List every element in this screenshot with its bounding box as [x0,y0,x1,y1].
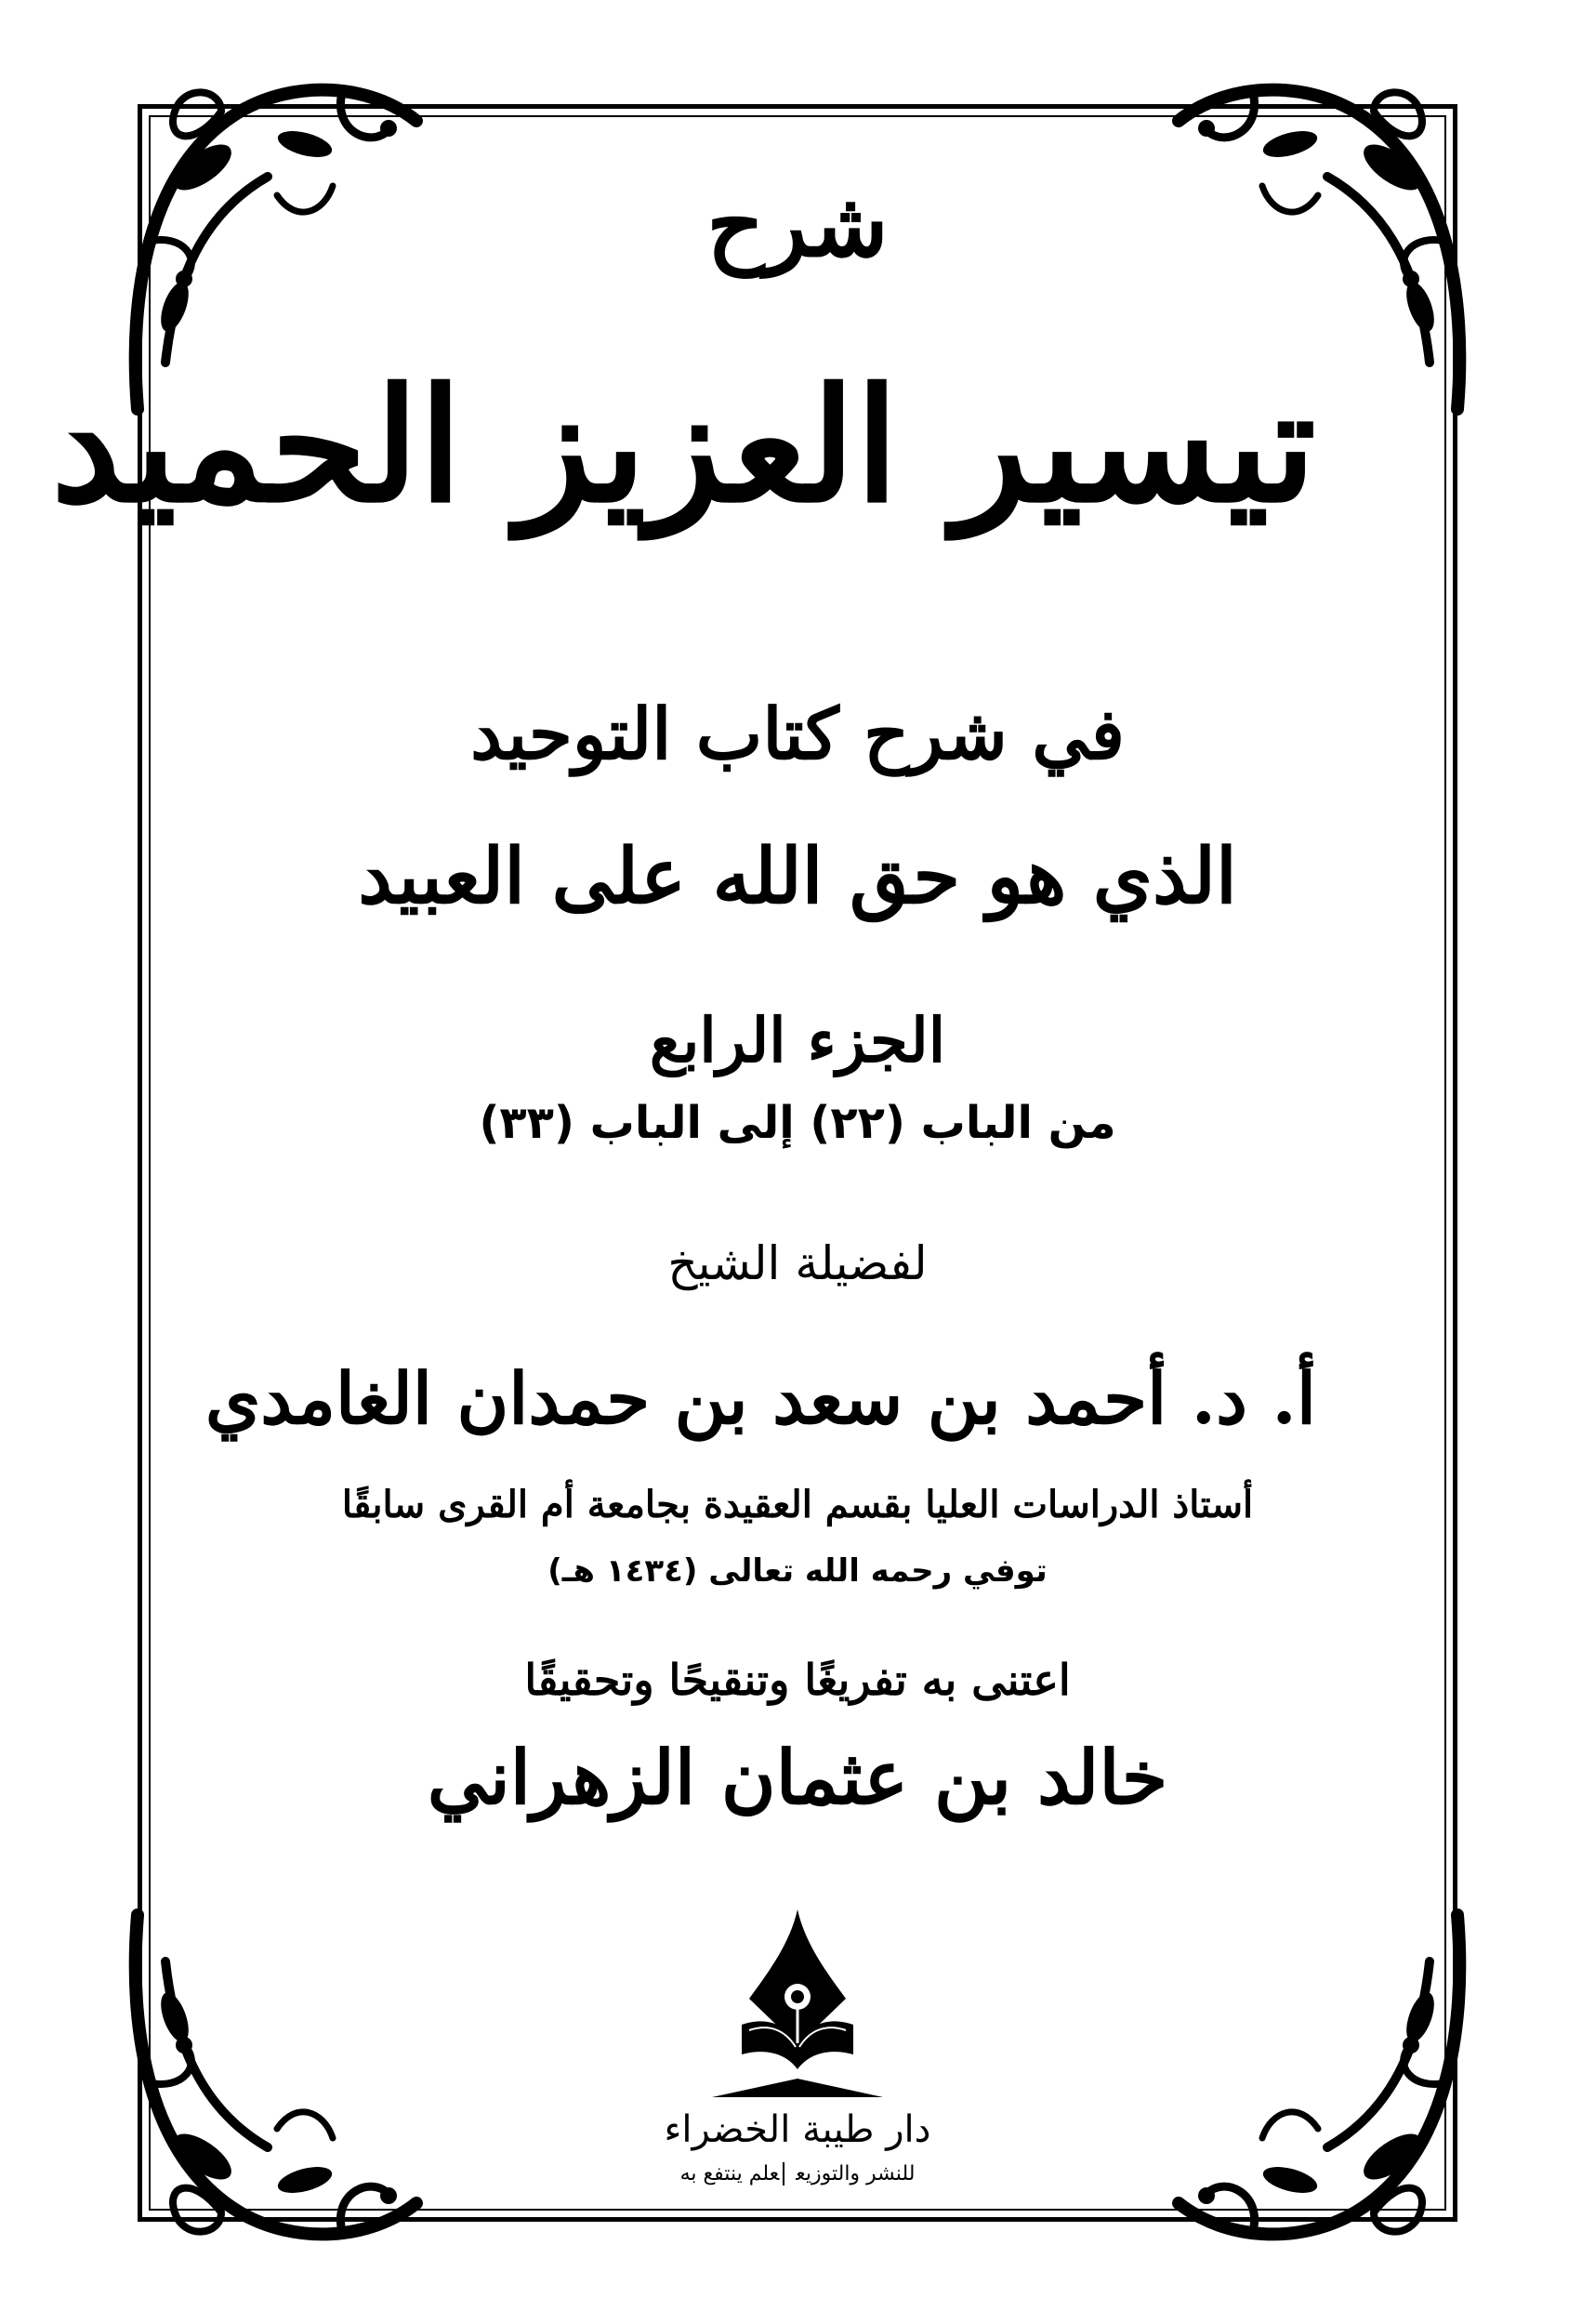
chapter-range: من الباب (٢٢) إلى الباب (٣٣) [479,1097,1116,1149]
publisher-block [604,1906,991,2203]
publisher-tagline [604,2162,991,2185]
book-title: تيسير العزيز الحميد [50,353,1316,537]
subtitle-line-2: الذي هو حق الله على العبيد [358,832,1237,921]
tagline-separator [783,2162,792,2185]
author-position: أستاذ الدراسات العليا بقسم العقيدة بجامعة أم القرى سابقًا [341,1483,1254,1526]
volume-label: الجزء الرابع [649,1004,946,1076]
publisher-tagline-motto: علم ينتفع به [679,2162,780,2185]
honorific-label: لفضيلة الشيخ [667,1236,928,1290]
author-name: أ. د. أحمد بن سعد بن حمدان الغامدي [204,1357,1316,1440]
pen-nib-book-icon [705,1906,890,2101]
author-death-date: توفي رحمه الله تعالى (١٤٣٤ هـ) [547,1552,1048,1590]
subtitle-line-1: في شرح كتاب التوحيد [470,693,1125,775]
editor-name: خالد بن عثمان الزهراني [427,1734,1168,1821]
publisher-name: دار طيبة الخضراء [664,2108,931,2151]
editor-role: اعتنى به تفريغًا وتنقيحًا وتحقيقًا [524,1655,1071,1705]
sharh-heading: شرح [706,172,889,277]
publisher-tagline-distribution: للنشر والتوزيع [796,2162,916,2185]
